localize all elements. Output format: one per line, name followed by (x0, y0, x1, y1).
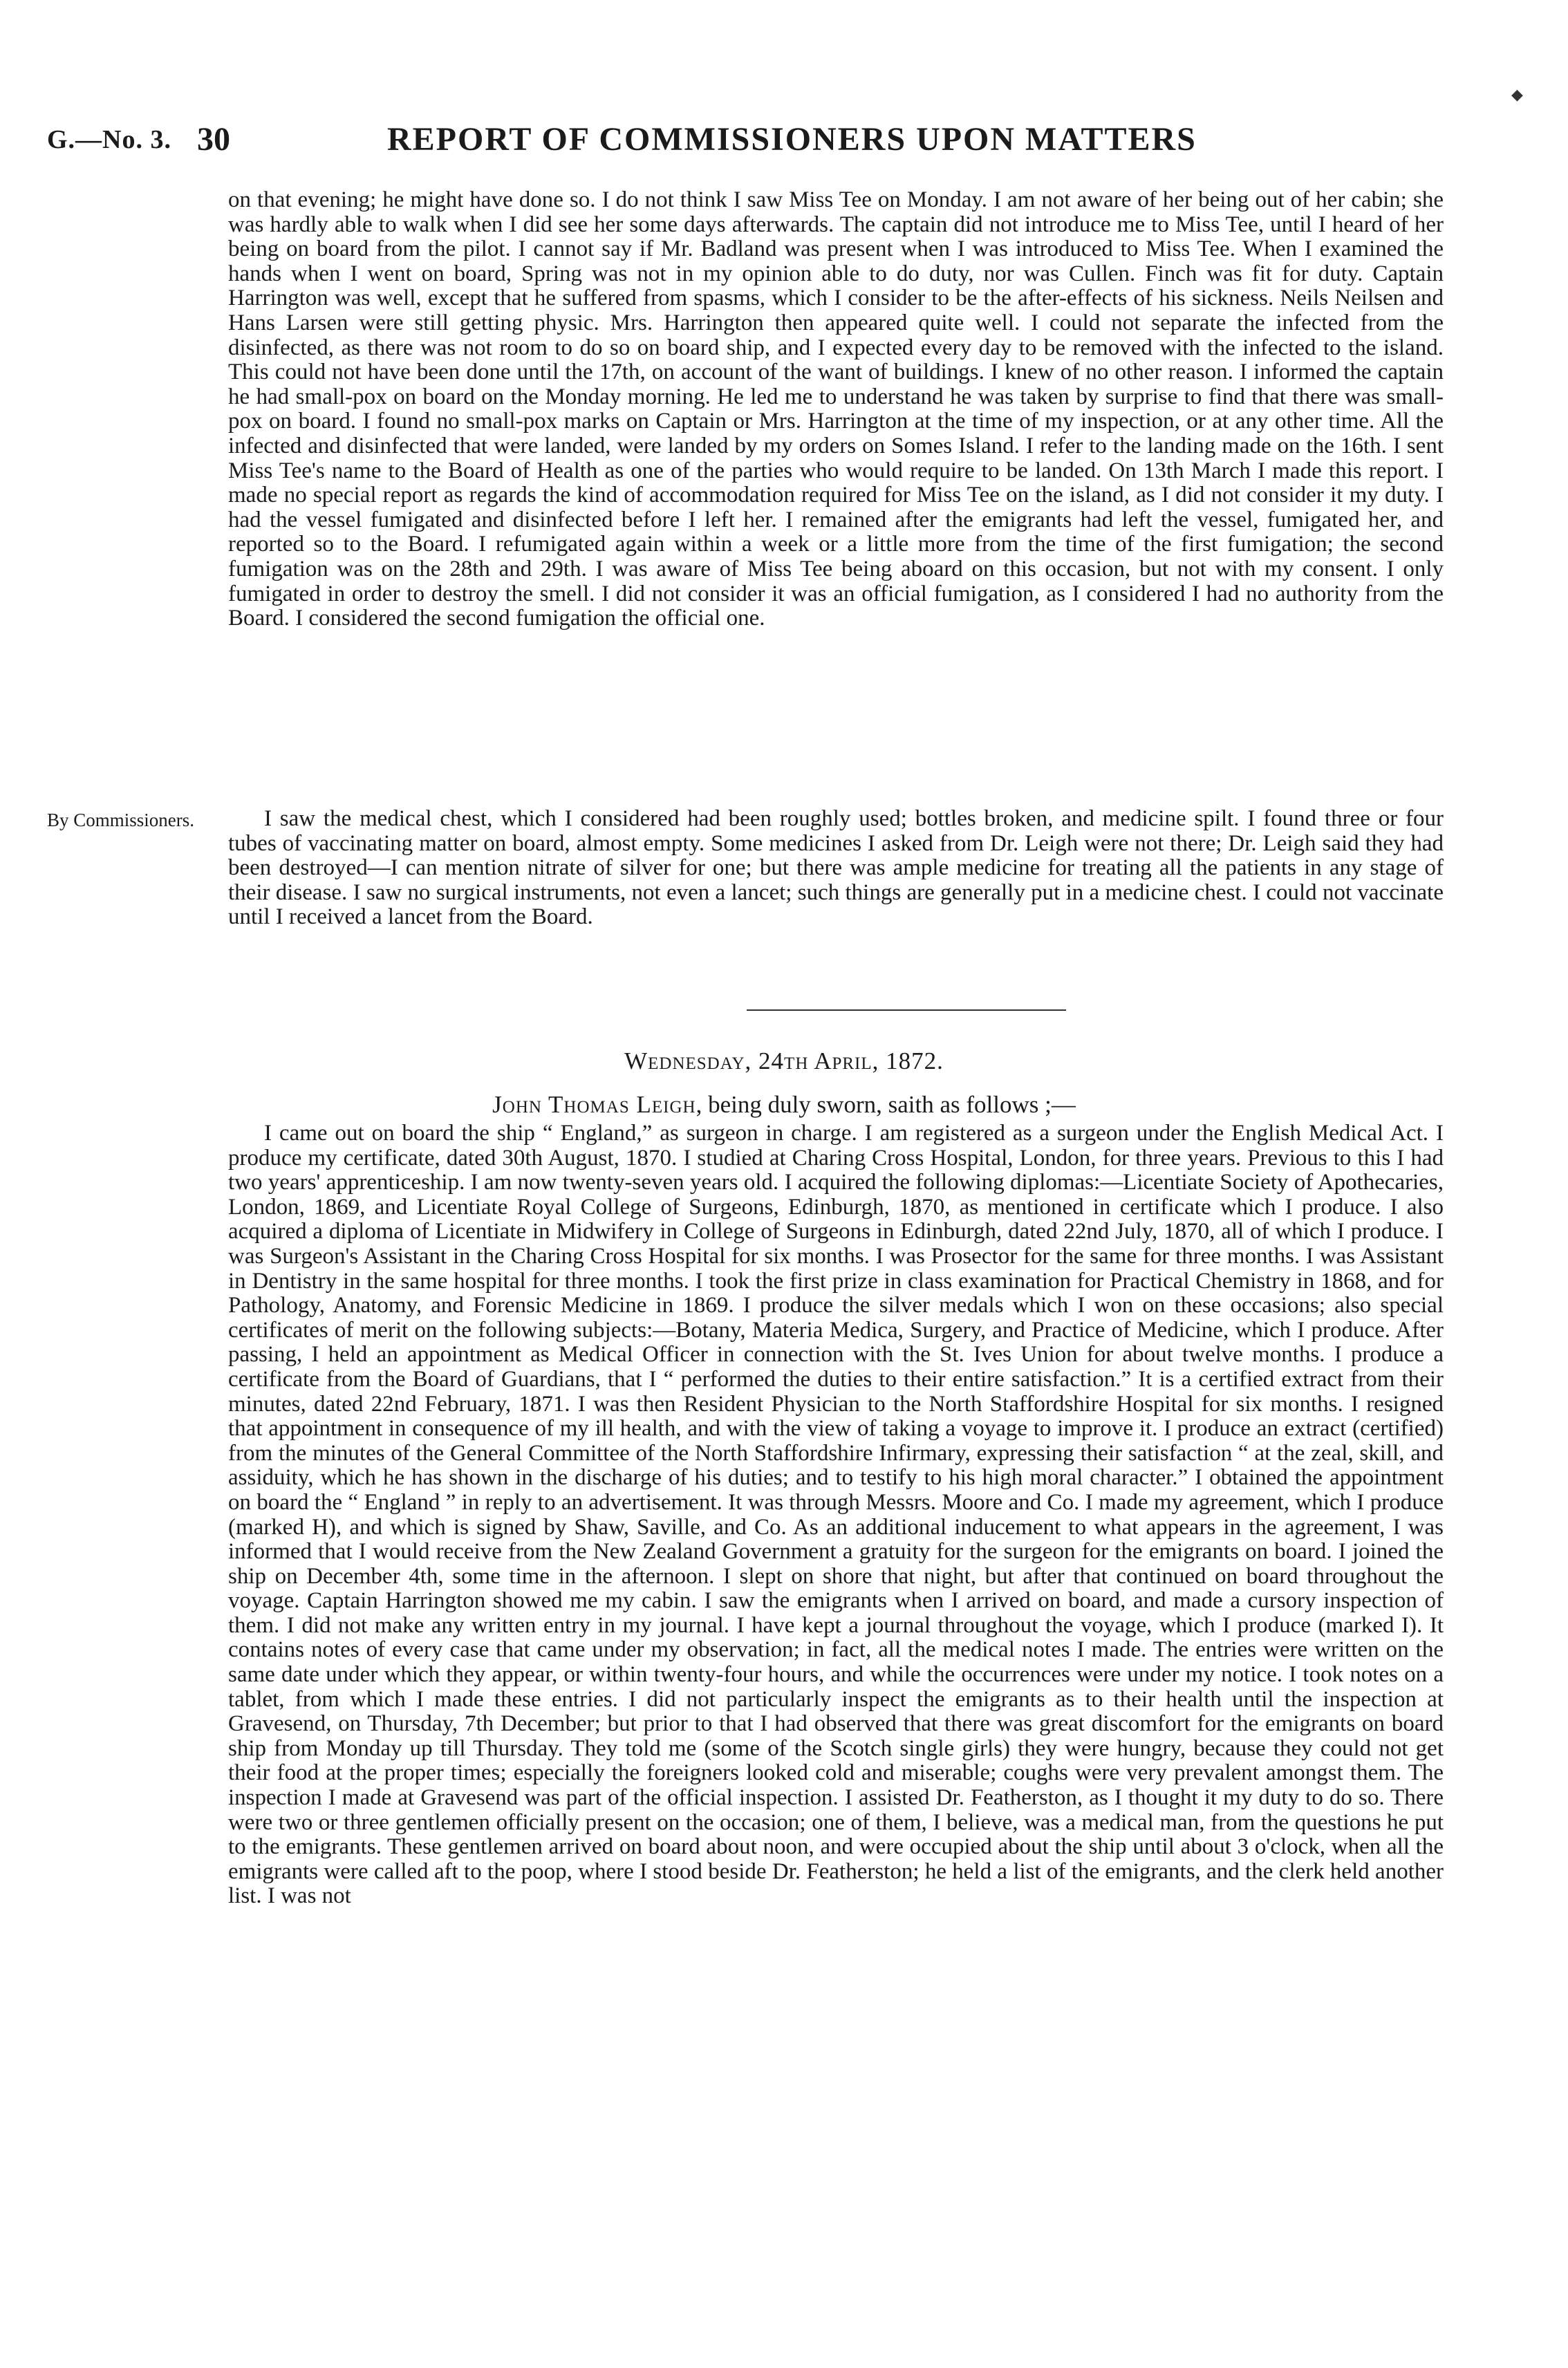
margin-note: By Commissioners. (47, 810, 195, 830)
testimony-continuation (228, 188, 1444, 631)
witness-oath: , being duly sworn, saith as follows ;— (696, 1091, 1076, 1118)
paragraph: I saw the medical chest, which I considered had been roughly used; bottles broken, and medicine spilt. I found three or four tubes of vaccinating matter on board, almost empty. Some medicines I asked from Dr. Leigh were not there; Dr. Leigh said they had been destroyed—I can mention nitrate of silver for one; but there was ample medicine for treating all the patients in any stage of their disease. I saw no surgical instruments, not even a lancet; such things are generally put in a medicine chest. I could not vaccinate until I received a lancet from the Board. (228, 806, 1444, 930)
commissioners-examination (228, 807, 1444, 930)
running-title: REPORT OF COMMISSIONERS UPON MATTERS (387, 121, 1197, 158)
corner-mark: ◆ (1511, 86, 1523, 103)
document-reference: G.—No. 3. (47, 125, 171, 154)
page-header (0, 118, 1568, 166)
paragraph: I came out on board the ship “ England,” as surgeon in charge. I am registered as a surgeon under the English Medical Act. I produce my certificate, dated 30th August, 1870. I studied at Charing Cross Hospital, London, for three years. Previous to this I had two years' apprenticeship. I am now twenty-seven years old. I acquired the following diplomas:—Licentiate Society of Apothecaries, London, 1869, and Licentiate Royal College of Surgeons, Edinburgh, 1870, as mentioned in certificate which I produce. I also acquired a diploma of Licentiate in Midwifery in College of Surgeons in Edinburgh, dated 22nd July, 1870, all of which I produce. I was Surgeon's Assistant in the Charing Cross Hospital for six months. I was Prosector for the same for three months. I was Assistant in Dentistry in the same hospital for three months. I took the first prize in class examination for Practical Chemistry in 1868, and for Pathology, Anatomy, and Forensic Medicine in 1869. I produce the silver medals which I won on these occasions; also special certificates of merit on the following subjects:—Botany, Materia Medica, Surgery, and Practice of Medicine, which I produce. After passing, I held an appointment as Medical Officer in connection with the St. Ives Union for about twelve months. I produce a certificate from the Board of Guardians, that I “ performed the duties to their entire satisfaction.” It is a certified extract from their minutes, dated 22nd February, 1871. I was then Resident Physician to the North Staffordshire Hospital for six months. I resigned that appointment in consequence of my ill health, and with the view of taking a voyage to improve it. I produce an extract (certified) from the minutes of the General Committee of the North Staffordshire Infirmary, expressing their satisfaction “ at the zeal, skill, and assiduity, which he has shown in the discharge of his duties; and to testify to his high moral character.” I obtained the appointment on board the “ England ” in reply to an advertisement. It was through Messrs. Moore and Co. I made my agreement, which I produce (marked H), and which is signed by Shaw, Saville, and Co. As an additional inducement to what appears in the agreement, I was informed that I would receive from the New Zealand Government a gratuity for the surgeon for the emigrants on board. I joined the ship on December 4th, some time in the afternoon. I slept on shore that night, but after that continued on board throughout the voyage. Captain Harrington showed me my cabin. I saw the emigrants when I arrived on board, and made a cursory inspection of them. I did not make any written entry in my journal. I have kept a journal throughout the voyage, which I produce (marked I). It contains notes of every case that came under my observation; in fact, all the medical notes I made. The entries were written on the same date under which they appear, or within twenty-four hours, and while the occurrences were under my notice. I took notes on a tablet, from which I made these entries. I did not particularly inspect the emigrants as to their health until the inspection at Gravesend, on Thursday, 7th December; but prior to that I had observed that there was great discomfort for the emigrants on board ship from Monday up till Thursday. They told me (some of the Scotch single girls) they were hungry, because they could not get their food at the proper times; especially the foreigners looked cold and miserable; coughs were very prevalent amongst them. The inspection I made at Gravesend was part of the official inspection. I assisted Dr. Featherston, as I thought it my duty to do so. There were two or three gentlemen officially present on the occasion; one of them, I believe, was a medical man, from the questions he put to the emigrants. These gentlemen arrived on board about noon, and were occupied about the ship until about 3 o'clock, when all the emigrants were called aft to the poop, where I stood beside Dr. Featherston; he held a list of the emigrants, and the clerk held another list. I was not (228, 1121, 1444, 1909)
paragraph: on that evening; he might have done so. I do not think I saw Miss Tee on Monday. I am not aware of her being out of her cabin; she was hardly able to walk when I did see her some days afterwards. The captain did not introduce me to Miss Tee, until I heard of her being on board from the pilot. I cannot say if Mr. Badland was present when I was introduced to Miss Tee. When I examined the hands when I went on board, Spring was not in my opinion able to do duty, nor was Cullen. Finch was fit for duty. Captain Harrington was well, except that he suffered from spasms, which I consider to be the after-effects of his sickness. Neils Neilsen and Hans Larsen were still getting physic. Mrs. Harrington then appeared quite well. I could not separate the infected from the disinfected, as there was not room to do so on board ship, and I expected every day to be removed with the infected to the island. This could not have been done until the 17th, on account of the want of buildings. I knew of no other reason. I informed the captain he had small-pox on board on the Monday morning. He led me to understand he was taken by surprise to find that there was small-pox on board. I found no small-pox marks on Captain or Mrs. Harrington at the time of my inspection, or at any other time. All the infected and disinfected that were landed, were landed by my orders on Somes Island. I refer to the landing made on the 16th. I sent Miss Tee's name to the Board of Health as one of the parties who would require to be landed. On 13th March I made this report. I made no special report as regards the kind of accommodation required for Miss Tee on the island, as I did not consider it my duty. I had the vessel fumigated and disinfected before I left her. I remained after the emigrants had left the vessel, fumigated her, and reported so to the Board. I refumigated again within a week or a little more from the time of the first fumigation; the second fumigation was on the 28th and 29th. I was aware of Miss Tee being aboard on this occasion, but not with my consent. I only fumigated in order to destroy the smell. I did not consider it was an official fumigation, as I considered I had no authority from the Board. I considered the second fumigation the official one. (228, 187, 1444, 631)
section-divider (747, 1009, 1066, 1011)
witness-testimony (228, 1121, 1444, 1909)
witness-heading (0, 1091, 1568, 1119)
page-number: 30 (197, 121, 230, 158)
date-heading: Wednesday, 24th April, 1872. (624, 1047, 944, 1074)
witness-name: John Thomas Leigh (492, 1091, 696, 1118)
